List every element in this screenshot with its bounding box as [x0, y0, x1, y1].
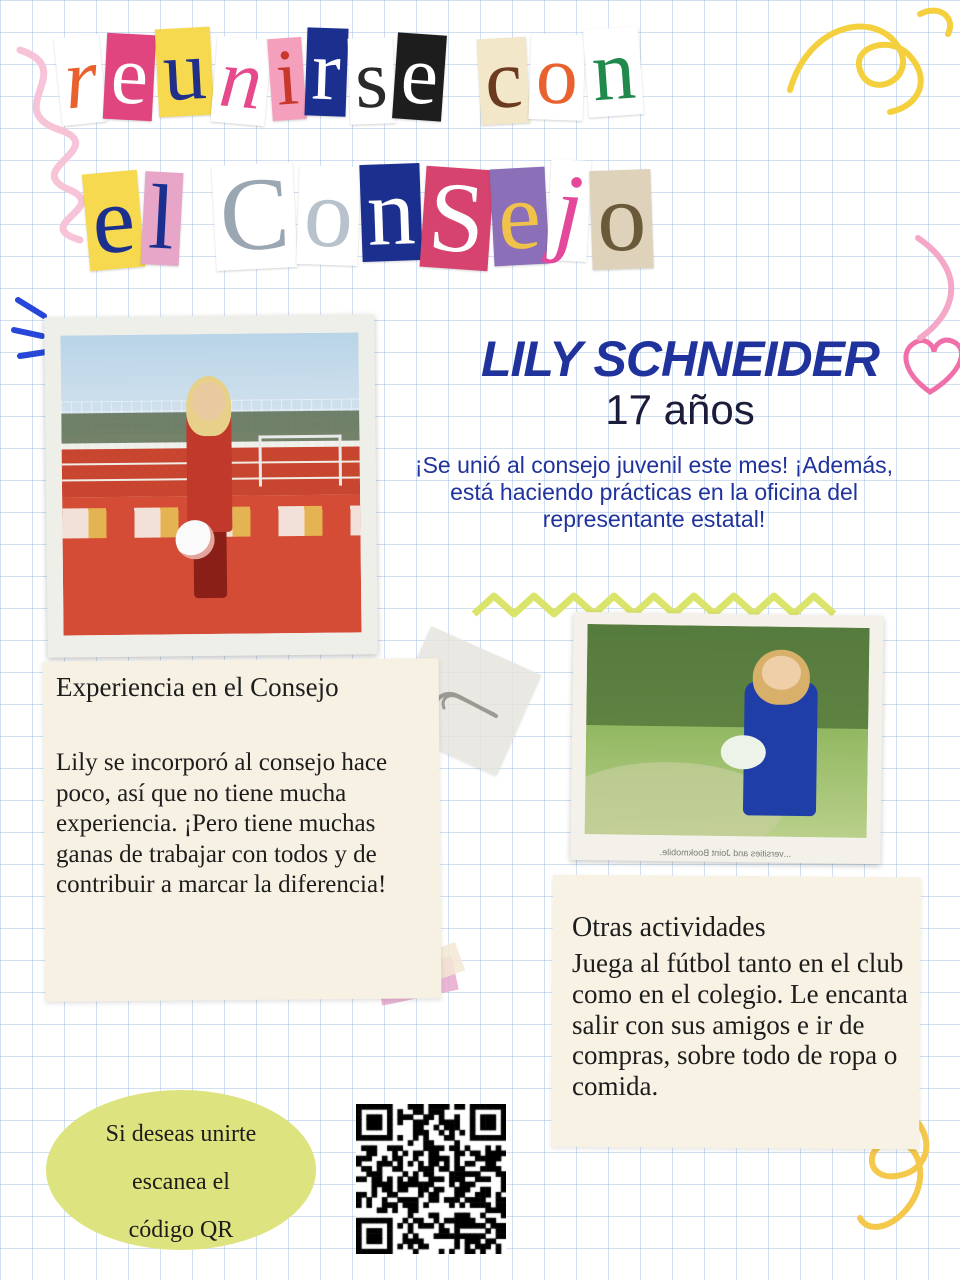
- title-letter: e: [490, 166, 550, 266]
- experience-title: Experiencia en el Consejo: [56, 672, 339, 702]
- title-letter: n: [583, 26, 644, 117]
- title-letter: o: [589, 169, 653, 270]
- intro-paragraph: ¡Se unió al consejo juvenil este mes! ¡Además, está haciendo prácticas en la oficina del representante estatal!: [414, 452, 894, 533]
- title-letter: e: [392, 32, 447, 121]
- qr-line-2: escanea el: [132, 1169, 230, 1195]
- title-letter: o: [528, 33, 585, 121]
- activities-title: Otras actividades: [572, 912, 766, 943]
- person-name: LILY SCHNEIDER: [480, 331, 880, 387]
- photo-soccer: [44, 314, 378, 657]
- title-letter: [447, 110, 477, 116]
- title-letter: n: [359, 163, 422, 262]
- photo-dress-caption: ...versities and Joint Bookmobile.: [659, 847, 792, 859]
- title-letter: [182, 255, 212, 261]
- title-letter: C: [211, 162, 298, 271]
- photo-dress: [570, 612, 883, 864]
- title-letter: i: [267, 37, 307, 121]
- title-letter: l: [140, 171, 182, 266]
- activities-body: Juega al fútbol tanto en el club como en el colegio. Le encanta salir con sus amigos e ir de compras, sobre todo de ropa o comida.: [572, 948, 908, 1102]
- title-line-1: [58, 20, 641, 128]
- title-letter: s: [347, 37, 395, 124]
- qr-callout-text: [50, 1110, 312, 1254]
- title-letter: u: [155, 27, 215, 117]
- qr-line-1: Si deseas unirte: [105, 1121, 257, 1147]
- title-letter: r: [304, 27, 348, 116]
- title-letter: c: [476, 37, 530, 125]
- qr-code[interactable]: [356, 1104, 506, 1254]
- title-letter: j: [546, 159, 591, 262]
- title-letter: e: [82, 170, 145, 272]
- title-line-2: [86, 153, 652, 275]
- title-letter: e: [103, 33, 157, 121]
- title-letter: n: [210, 36, 271, 126]
- person-age: 17 años: [605, 386, 755, 433]
- title-letter: S: [419, 166, 494, 271]
- title-letter: o: [296, 165, 360, 266]
- experience-body: Lily se incorporó al consejo hace poco, así que no tiene mucha experiencia. ¡Pero tiene muchas ganas de trabajar con todos y de contribuir a marcar la diferencia!: [56, 749, 388, 898]
- qr-line-3: código QR: [128, 1217, 234, 1243]
- title-letter: r: [54, 34, 108, 126]
- poster-title: [0, 0, 960, 300]
